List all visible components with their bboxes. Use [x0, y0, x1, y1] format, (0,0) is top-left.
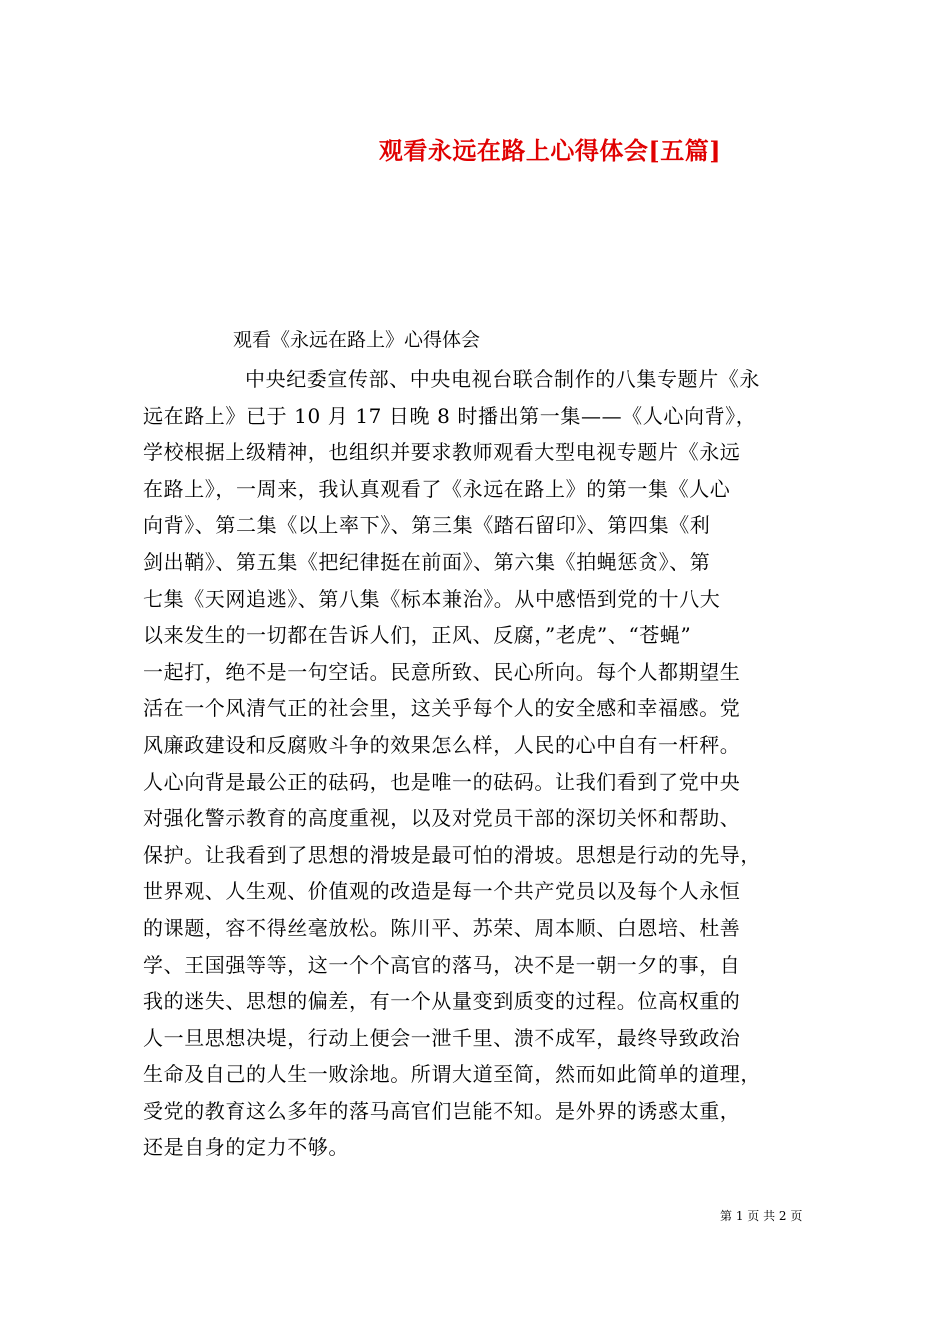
body-line: 对强化警示教育的高度重视，以及对党员干部的深切关怀和帮助、 — [143, 806, 741, 831]
body-line: 剑出鞘》、第五集《把纪律挺在前面》、第六集《拍蝇惩贪》、第 — [143, 549, 711, 574]
body-line: 人一旦思想决堤，行动上便会一泄千里、溃不成军，最终导致政治 — [143, 1025, 741, 1050]
body-line: 生命及自己的人生一败涂地。所谓大道至简，然而如此简单的道理， — [143, 1062, 761, 1087]
body-line: 中央纪委宣传部、中央电视台联合制作的八集专题片《永 — [245, 367, 760, 391]
body-line: 保护。让我看到了思想的滑坡是最可怕的滑坡。思想是行动的先导， — [143, 842, 761, 867]
body-line: 以来发生的一切都在告诉人们，正风、反腐，”老虎”、“苍蝇” — [143, 623, 692, 648]
body-line: 远在路上》已于 10 月 17 日晚 8 时播出第一集——《人心向背》， — [143, 403, 757, 428]
body-line: 受党的教育这么多年的落马高官们岂能不知。是外界的诱惑太重， — [143, 1098, 741, 1123]
body-line: 的课题，容不得丝毫放松。陈川平、苏荣、周本顺、白恩培、杜善 — [143, 915, 741, 940]
body-line: 我的迷失、思想的偏差，有一个从量变到质变的过程。位高权重的 — [143, 989, 741, 1014]
body-line: 活在一个风清气正的社会里，这关乎每个人的安全感和幸福感。党 — [143, 696, 741, 721]
body-line: 七集《天网追逃》、第八集《标本兼治》。从中感悟到党的十八大 — [143, 586, 721, 611]
body-line: 在路上》，一周来，我认真观看了《永远在路上》的第一集《人心 — [143, 476, 731, 501]
body-line: 人心向背是最公正的砝码，也是唯一的砝码。让我们看到了党中央 — [143, 769, 741, 794]
body-line: 向背》、第二集《以上率下》、第三集《踏石留印》、第四集《利 — [143, 513, 711, 538]
article-body — [143, 361, 813, 1166]
body-line: 学校根据上级精神，也组织并要求教师观看大型电视专题片《永远 — [143, 440, 741, 465]
article-subtitle: 观看《永远在路上》心得体会 — [233, 329, 481, 351]
body-line: 学、王国强等等，这一个个高官的落马，决不是一朝一夕的事，自 — [143, 952, 741, 977]
document-title: 观看永远在路上心得体会[五篇] — [378, 136, 722, 165]
body-line: 还是自身的定力不够。 — [143, 1135, 349, 1160]
body-line: 世界观、人生观、价值观的改造是每一个共产党员以及每个人永恒 — [143, 879, 741, 904]
body-line: 风廉政建设和反腐败斗争的效果怎么样，人民的心中自有一杆秤。 — [143, 732, 741, 757]
page-number-footer: 第 1 页 共 2 页 — [720, 1209, 803, 1223]
body-line: 一起打，绝不是一句空话。民意所致、民心所向。每个人都期望生 — [143, 659, 741, 684]
